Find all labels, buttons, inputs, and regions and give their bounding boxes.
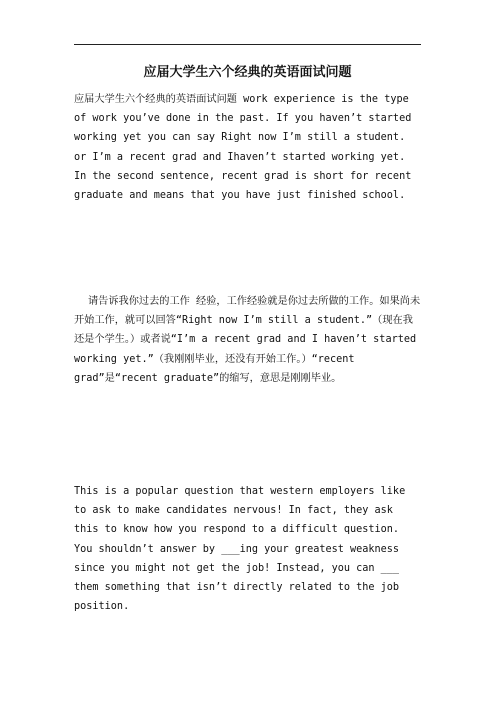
paragraph-1: 应届大学生六个经典的英语面试问题 work experience is the type of work you’ve done in the past. If you haven’t started working yet you can say Right now I’m still a student. or I’m a recent grad and Ihaven’t started working yet. In the second sentence, recent grad is short for recent graduate and means that you have just finished school. — [74, 94, 412, 202]
header-rule — [74, 44, 421, 45]
document-title: 应届大学生六个经典的英语面试问题 — [143, 65, 352, 80]
paragraph-3: This is a popular question that western employers like to ask to make candidates nervous! In fact, they ask this to know how you respond to a difficult question. You shouldn’t answer by ___ing your greatest weakness since you might not get the job! Instead, you can ___ them something that isn’t directly related to the job position. — [74, 486, 406, 613]
paragraph-2: 请告诉我你过去的工作 经验，工作经验就是你过去所做的工作。如果尚未开始工作，就可以回答“Right now I’m still a student.”（现在我还是个学生。）或者说“I’m a recent grad and I haven’t started working yet.”（我刚刚毕业，还没有开始工作。）“recent grad”是“recent graduate”的缩写，意思是刚刚毕业。 — [74, 296, 421, 384]
